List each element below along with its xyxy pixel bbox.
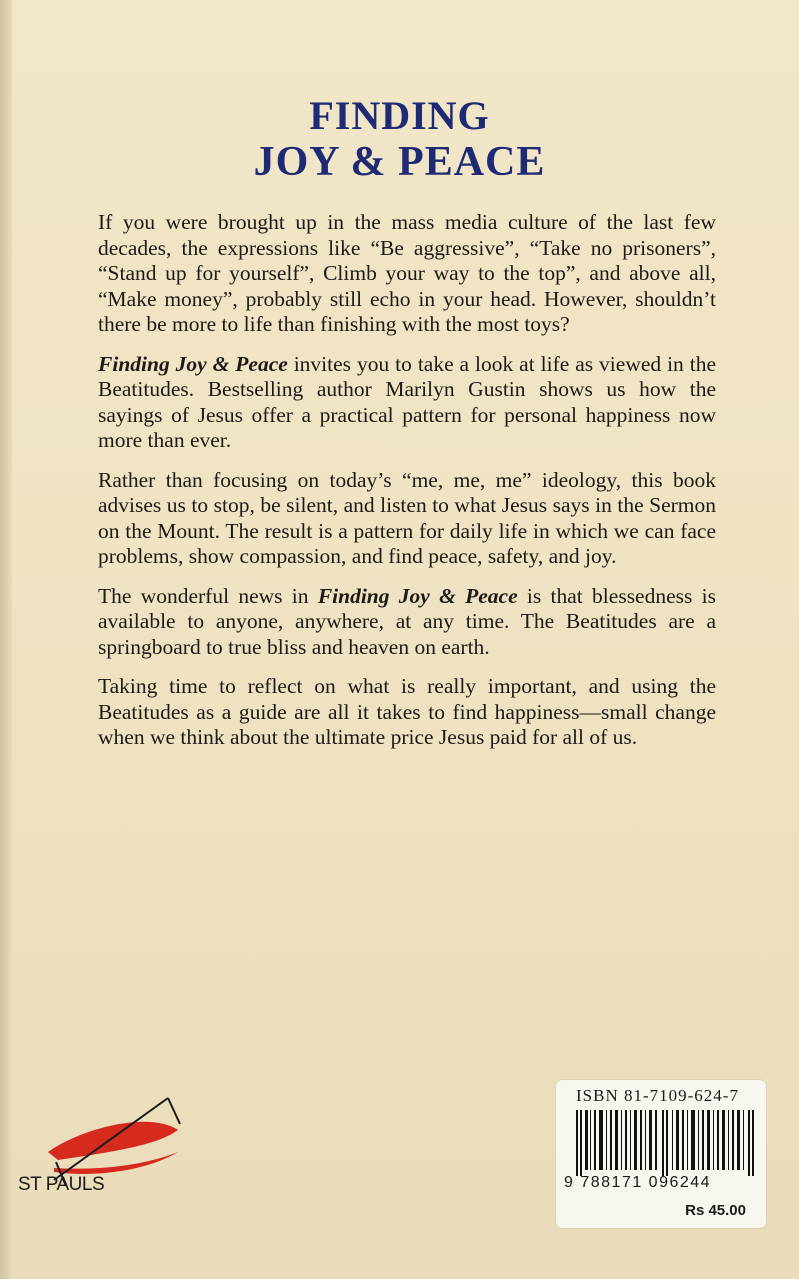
blurb-paragraph-4-pre: The wonderful news in <box>98 583 318 608</box>
publisher-name: ST PAULS <box>18 1174 105 1195</box>
blurb-paragraph-1-text: If you were brought up in the mass media culture of the last few decades, the expressions like “Be aggressive”, “Take no prisoners”, “Stand up for yourself”, Climb your way to the top”, and above all, “Make money”, probably still echo in your head. However, shouldn’t there be more to life than finishing with the most toys? <box>98 210 716 336</box>
blurb-paragraph-3 <box>98 468 716 570</box>
blurb-paragraph-5 <box>98 674 716 751</box>
blurb-paragraph-3-text: Rather than focusing on today’s “me, me, me” ideology, this book advises us to stop, be silent, and listen to what Jesus says in the Sermon on the Mount. The result is a pattern for daily life in which we can face problems, show compassion, and find peace, safety, and joy. <box>98 467 716 568</box>
blurb-text <box>98 210 716 765</box>
blurb-paragraph-2 <box>98 352 716 454</box>
barcode-icon <box>576 1110 756 1176</box>
ean-number: 9 788171 096244 <box>564 1174 712 1191</box>
isbn-number: ISBN 81-7109-624-7 <box>576 1086 739 1105</box>
blurb-paragraph-5-text: Taking time to reflect on what is really important, and using the Beatitudes as a guide are all it takes to find happiness—small change when we think about the ultimate price Jesus paid for all of us. <box>98 674 716 749</box>
book-title-italic: Finding Joy & Peace <box>98 351 288 376</box>
blurb-paragraph-2-text: invites you to take a look at life as viewed in the Beatitudes. Bestselling author Marilyn Gustin shows us how the sayings of Jesus offer a practical pattern for personal happiness now more than ever. <box>98 351 716 452</box>
book-title-italic: Finding Joy & Peace <box>317 583 518 608</box>
book-title-line2: JOY & PEACE <box>253 139 546 185</box>
book-title-line1: FINDING <box>309 93 490 138</box>
blurb-paragraph-4-text: is that blessedness is available to anyone, anywhere, at any time. The Beatitudes are a springboard to true bliss and heaven on earth. <box>98 583 716 659</box>
cover-left-edge <box>0 0 12 1279</box>
price-label: Rs 45.00 <box>685 1202 746 1219</box>
blurb-paragraph-1 <box>98 210 716 338</box>
blurb-paragraph-4 <box>98 584 716 661</box>
barcode-label <box>556 1080 766 1228</box>
